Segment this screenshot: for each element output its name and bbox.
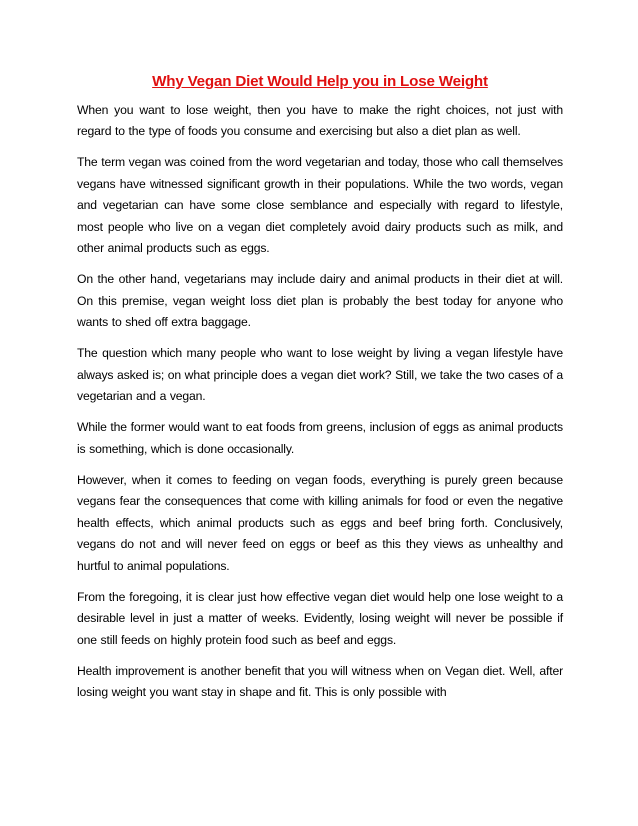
paragraph-8: Health improvement is another benefit that you will witness when on Vegan diet. Well, after losing weight you want stay in shape and fit. This is only possible with [77, 663, 563, 700]
paragraph-1: When you want to lose weight, then you have to make the right choices, not just with regard to the type of foods you consume and exercising but also a diet plan as well. [77, 102, 563, 139]
paragraph-3: On the other hand, vegetarians may include dairy and animal products in their diet at will. On this premise, vegan weight loss diet plan is probably the best today for anyone who wants to shed off extra baggage. [77, 272, 563, 330]
paragraph-4: The question which many people who want to lose weight by living a vegan lifestyle have always asked is; on what principle does a vegan diet work? Still, we take the two cases of a vegetarian and a vegan. [77, 346, 563, 404]
paragraph-2: The term vegan was coined from the word vegetarian and today, those who call themselves vegans have witnessed significant growth in their populations. While the two words, vegan and vegetarian can have some close semblance and especially with regard to lifestyle, most people who live on a vegan diet completely avoid dairy products such as milk, and other animal products such as eggs. [77, 155, 563, 256]
paragraph-5: While the former would want to eat foods from greens, inclusion of eggs as animal products is something, which is done occasionally. [77, 420, 563, 456]
paragraph-6: However, when it comes to feeding on vegan foods, everything is purely green because vegans fear the consequences that come with killing animals for food or even the negative health effects, which animal products such as eggs and beef bring forth. Conclusively, vegans do not and will never feed on eggs or beef as this they views as unhealthy and hurtful to animal populations. [77, 472, 563, 573]
paragraph-7: From the foregoing, it is clear just how effective vegan diet would help one lose weight to a desirable level in just a matter of weeks. Evidently, losing weight will never be possible if one still feeds on highly protein food such as beef and eggs. [77, 589, 563, 647]
document-title: Why Vegan Diet Would Help you in Lose Weight [152, 73, 488, 90]
